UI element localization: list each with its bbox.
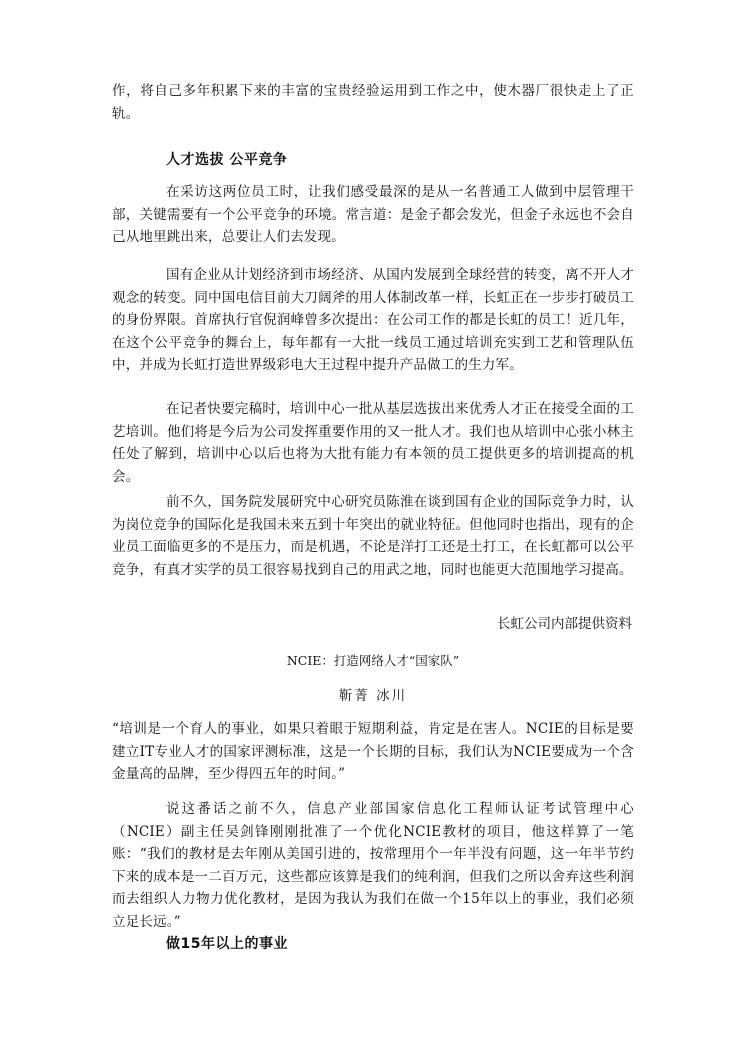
paragraph-ncie-textbook: 说这番话之前不久，信息产业部国家信息化工程师认证考试管理中心（NCIE）副主任吴剑锋刚刚批准了一个优化NCIE教材的项目，他这样算了一笔账：“我们的教材是去年刚从美国引进的，按常理用个一年半没有问题，这一年半节约下来的成本是一二百万元，这些都应该算是我们的纯利润，但我们之所以舍弃这些利润而去组织人力物力优化教材，是因为我认为我们在做一个15年以上的事业，我们必须立足长远。” [112, 801, 634, 930]
article-title: NCIE：打造网络人才“国家队” [286, 653, 460, 668]
intro-paragraph: 作，将自己多年积累下来的丰富的宝贵经验运用到工作之中，使木器厂很快走上了正轨。 [112, 83, 634, 122]
article-authors: 靳菁 冰川 [338, 688, 408, 704]
source-note: 长虹公司内部提供资料 [497, 616, 632, 632]
paragraph-quote: “培训是一个育人的事业，如果只着眼于短期利益，肯定是在害人。NCIE的目标是要建立IT专业人才的国家评测标准，这是一个长期的目标，我们认为NCIE要成为一个含金量高的品牌，至少得四五年的时间。” [112, 721, 634, 782]
paragraph-transformation: 国有企业从计划经济到市场经济、从国内发展到全球经营的转变，离不开人才观念的转变。同中国电信目前大刀阔斧的用人体制改革一样，长虹正在一步步打破员工的身份界限。首席执行官倪润峰曾多次提出：在公司工作的都是长虹的员工！近几年，在这个公平竞争的舞台上，每年都有一大批一线员工通过培训充实到工艺和管理队伍中，并成为长虹打造世界级彩电大王过程中提升产品做工的生力军。 [112, 267, 634, 373]
paragraph-competition: 前不久，国务院发展研究中心研究员陈淮在谈到国有企业的国际竞争力时，认为岗位竞争的国际化是我国未来五到十年突出的就业特征。但他同时也指出，现有的企业员工面临更多的不是压力，而是机遇，不论是洋打工还是土打工，在长虹都可以公平竞争，有真才实学的员工很容易找到自己的用武之地，同时也能更大范围地学习提高。 [112, 494, 634, 578]
section-heading-talent-selection: 人才选拔 公平竞争 [166, 152, 288, 168]
section-heading-15-years: 做15年以上的事业 [166, 936, 288, 952]
paragraph-training-center: 在记者快要完稿时，培训中心一批从基层选拔出来优秀人才正在接受全面的工艺培训。他们将是今后为公司发挥重要作用的又一批人才。我们也从培训中心张小林主任处了解到，培训中心以后也将为大批有能力有本领的员工提供更多的培训提高的机会。 [112, 401, 634, 485]
paragraph-interview: 在采访这两位员工时，让我们感受最深的是从一名普通工人做到中层管理干部，关键需要有一个公平竞争的环境。常言道：是金子都会发光，但金子永远也不会自己从地里跳出来，总要让人们去发现。 [112, 184, 634, 245]
